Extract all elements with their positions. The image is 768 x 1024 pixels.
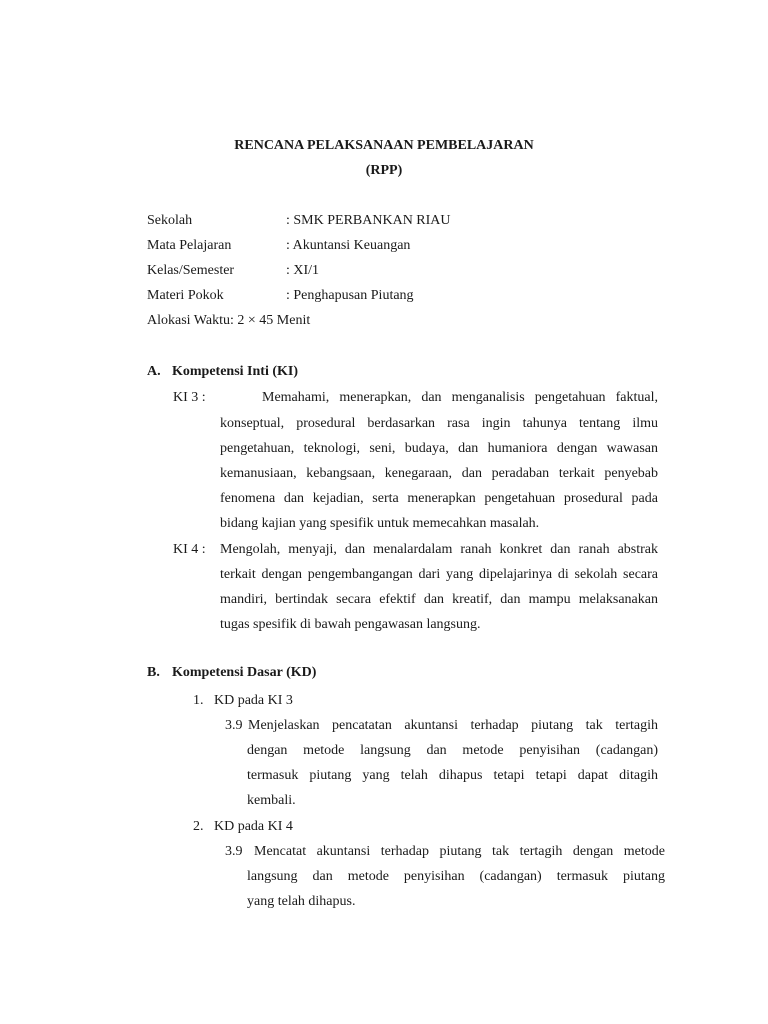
kd-line: Mencatat akuntansi terhadap piutang tak tertagih dengan metode — [254, 844, 665, 859]
section-title: Kompetensi Inti (KI) — [172, 364, 298, 379]
ki3-label: KI 3 : — [173, 390, 206, 405]
kd-code: 3.9 — [225, 844, 243, 859]
info-label: Sekolah — [147, 213, 193, 228]
section-title: Kompetensi Dasar (KD) — [172, 665, 317, 680]
section-letter: A. — [147, 364, 161, 379]
kd-code: 3.9 — [225, 718, 243, 733]
ki3-line: kemanusiaan, kebangsaan, kenegaraan, dan peradaban terkait penyebab — [220, 466, 658, 481]
ki3-line: konseptual, prosedural berdasarkan rasa ingin tahunya tentang ilmu — [220, 416, 658, 431]
document-title: RENCANA PELAKSANAAN PEMBELAJARAN — [234, 138, 534, 153]
info-value: : SMK PERBANKAN RIAU — [286, 213, 451, 228]
kd-line: langsung dan metode penyisihan (cadangan) termasuk piutang — [247, 869, 665, 884]
section-letter: B. — [147, 665, 160, 680]
info-row-alokasi-waktu: Alokasi Waktu: 2 × 45 Menit — [147, 313, 311, 328]
kd-line: termasuk piutang yang telah dihapus tetapi tetapi dapat ditagih — [247, 768, 658, 783]
kd-item-heading: 1. KD pada KI 3 — [193, 693, 293, 708]
ki3-line: pengetahuan, teknologi, seni, budaya, dan humaniora dengan wawasan — [220, 441, 658, 456]
info-label: Mata Pelajaran — [147, 238, 232, 253]
ki3-line: Memahami, menerapkan, dan menganalisis pengetahuan faktual, — [262, 390, 658, 405]
info-value: : Penghapusan Piutang — [286, 288, 414, 303]
ki3-line: bidang kajian yang spesifik untuk memecahkan masalah. — [220, 516, 540, 531]
kd-item-heading: 2. KD pada KI 4 — [193, 819, 293, 834]
ki4-line: Mengolah, menyaji, dan menalardalam ranah konkret dan ranah abstrak — [220, 542, 658, 557]
info-label: Kelas/Semester — [147, 263, 235, 278]
kd-line: dengan metode langsung dan metode penyisihan (cadangan) — [247, 743, 658, 758]
kd-line: yang telah dihapus. — [247, 894, 356, 909]
section-a-heading — [147, 364, 298, 380]
ki4-label: KI 4 : — [173, 542, 206, 557]
document-subtitle: (RPP) — [365, 163, 403, 178]
ki4-line: mandiri, bertindak secara efektif dan kreatif, dan mampu melaksanakan — [220, 592, 658, 607]
ki4-line: terkait dengan pengembangangan dari yang dipelajarinya di sekolah secara — [220, 567, 658, 582]
info-value: : XI/1 — [286, 263, 320, 278]
section-b-heading — [147, 665, 316, 681]
info-value: : Akuntansi Keuangan — [286, 238, 411, 253]
kd-line: Menjelaskan pencatatan akuntansi terhadap piutang tak tertagih — [248, 718, 658, 733]
ki3-line: fenomena dan kejadian, serta menerapkan pengetahuan prosedural pada — [220, 491, 658, 506]
kd-line: kembali. — [247, 793, 296, 808]
ki4-line: tugas spesifik di bawah pengawasan langsung. — [220, 617, 481, 632]
info-label: Materi Pokok — [147, 288, 224, 303]
